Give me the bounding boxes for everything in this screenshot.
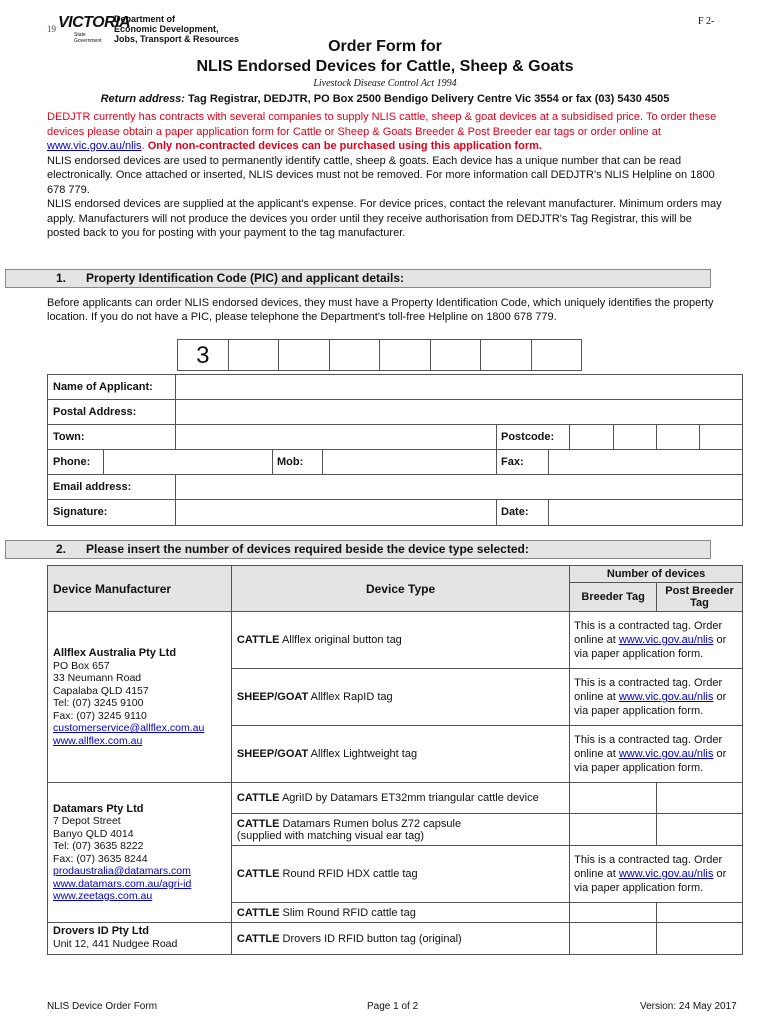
contracted-note: This is a contracted tag. Order online at www.vic.gov.au/nlis or via paper application form. xyxy=(570,726,743,783)
drovers-info: Drovers ID Pty Ltd Unit 12, 441 Nudgee Road xyxy=(48,923,232,955)
pic-cell[interactable] xyxy=(379,339,431,371)
page-title-line2: NLIS Endorsed Devices for Cattle, Sheep & Goats xyxy=(196,58,574,75)
nlis-link[interactable]: www.vic.gov.au/nlis xyxy=(618,868,714,880)
footer-left: NLIS Device Order Form xyxy=(47,1001,158,1012)
datamars-info: Datamars Pty Ltd 7 Depot Street Banyo QLD 4014 Tel: (07) 3635 8222 Fax: (07) 3635 8244 prodaustralia@datamars.com www.datamars.com.au/agri-id www.zeetags.com.au xyxy=(48,783,232,923)
contracted-note: This is a contracted tag. Order online at www.vic.gov.au/nlis or via paper application form. xyxy=(570,612,743,669)
breeder-qty-input[interactable] xyxy=(570,783,657,814)
pic-cell[interactable] xyxy=(278,339,330,371)
breeder-qty-input[interactable] xyxy=(570,923,657,955)
table-row xyxy=(48,923,743,955)
device-type-cell: CATTLE Datamars Rumen bolus Z72 capsule (supplied with matching visual ear tag) xyxy=(231,814,569,846)
applicant-details-table xyxy=(47,374,743,526)
allflex-web-link[interactable]: www.allflex.com.au xyxy=(53,734,143,747)
phone-row[interactable]: Phone: Mob: Fax: xyxy=(48,450,742,475)
page-number: Page 1 of 2 xyxy=(367,1001,419,1012)
table-row xyxy=(48,783,743,814)
signature-row[interactable]: Signature: Date: xyxy=(48,500,742,525)
section1-header: 1. Property Identification Code (PIC) and applicant details: xyxy=(5,269,711,288)
col-post-breeder: Post Breeder Tag xyxy=(657,583,743,612)
datamars-email-link[interactable]: prodaustralia@datamars.com xyxy=(53,865,191,877)
nlis-link[interactable]: www.vic.gov.au/nlis xyxy=(618,748,714,760)
pic-cell[interactable] xyxy=(531,339,583,371)
form-number: F 2- xyxy=(698,16,715,27)
logo-number: 19 xyxy=(47,24,56,34)
col-number: Number of devices xyxy=(570,566,743,583)
datamars-web-link[interactable]: www.datamars.com.au/agri-id xyxy=(53,877,192,890)
nlis-link[interactable]: www.vic.gov.au/nlis xyxy=(618,691,714,703)
post-breeder-qty-input[interactable] xyxy=(657,814,743,846)
pic-cell[interactable] xyxy=(329,339,381,371)
nlis-link[interactable]: www.vic.gov.au/nlis xyxy=(618,634,714,646)
breeder-qty-input[interactable] xyxy=(570,903,657,923)
allflex-info: Allflex Australia Pty Ltd PO Box 657 33 Neumann Road Capalaba QLD 4157 Tel: (07) 3245 9100 Fax: (07) 3245 9110 customerservice@allflex.com.au www.allflex.com.au xyxy=(48,612,232,783)
contracted-note: This is a contracted tag. Order online at www.vic.gov.au/nlis or via paper application form. xyxy=(570,669,743,726)
col-device-type: Device Type xyxy=(231,566,569,612)
post-breeder-qty-input[interactable] xyxy=(657,923,743,955)
device-type-cell: SHEEP/GOAT Allflex Lightweight tag xyxy=(231,726,569,783)
pic-cell[interactable]: 3 xyxy=(177,339,229,371)
pic-cell[interactable] xyxy=(480,339,532,371)
return-address: Return address: Tag Registrar, DEDJTR, PO Box 2500 Bendigo Delivery Centre Vic 3554 or fax (03) 5430 4505 xyxy=(100,93,670,105)
name-row[interactable]: Name of Applicant: xyxy=(48,375,742,400)
device-type-cell: CATTLE Slim Round RFID cattle tag xyxy=(231,903,569,923)
footer-version: Version: 24 May 2017 xyxy=(640,1001,737,1012)
logo-subtext: State Government xyxy=(74,32,102,44)
device-type-cell: CATTLE AgriID by Datamars ET32mm triangular cattle device xyxy=(231,783,569,814)
pic-cell[interactable] xyxy=(228,339,280,371)
postal-row[interactable]: Postal Address: xyxy=(48,400,742,425)
device-type-cell: CATTLE Allflex original button tag xyxy=(231,612,569,669)
table-row xyxy=(48,612,743,669)
act-subtitle: Livestock Disease Control Act 1994 xyxy=(313,78,457,89)
pic-description: Before applicants can order NLIS endorsed devices, they must have a Property Identification Code, which uniquely identifies the property location. If you do not have a PIC, please telephone the Department's toll-free Helpline on 1800 678 779. xyxy=(47,297,714,323)
town-row[interactable]: Town: Postcode: xyxy=(48,425,742,450)
intro-text: DEDJTR currently has contracts with several companies to supply NLIS cattle, sheep & goat devices at a subsidised price. To order these devices please obtain a paper application form for Cattle or Sheep & Goats Breeder & Post Breeder ear tags or order online at www.vic.gov.au/nlis. Only non-contracted devices can be purchased using this application form. NLIS endorsed devices are used to permanently identify cattle, sheep & goats. Each device has a unique number that can be read electronically. Once attached or inserted, NLIS devices must not be removed. For more information call DEDJTR's NLIS Helpline on 1800 678 779. NLIS endorsed devices are supplied at the applicant's expense. For device prices, contact the relevant manufacturer. Minimum orders may apply. Manufacturers will not produce the devices you order until they receive authorisation from DEDJTR's Tag Registrar, this will be posted back to you for posting with your payment to the tag manufacturer. xyxy=(47,111,722,239)
device-type-cell: CATTLE Round RFID HDX cattle tag xyxy=(231,846,569,903)
victoria-logo: VICTORIA xyxy=(58,14,131,31)
page-title-line1: Order Form for xyxy=(328,38,442,55)
device-type-cell: SHEEP/GOAT Allflex RapID tag xyxy=(231,669,569,726)
department-name: Department of Economic Development, Jobs, Transport & Resources xyxy=(114,14,240,44)
pic-cell[interactable] xyxy=(430,339,482,371)
allflex-email-link[interactable]: customerservice@allflex.com.au xyxy=(53,722,205,734)
post-breeder-qty-input[interactable] xyxy=(657,783,743,814)
pic-input-cells[interactable] xyxy=(178,339,582,371)
device-type-cell: CATTLE Drovers ID RFID button tag (original) xyxy=(231,923,569,955)
device-table xyxy=(47,565,743,955)
nlis-link[interactable]: www.vic.gov.au/nlis xyxy=(47,140,142,152)
contracted-note: This is a contracted tag. Order online at www.vic.gov.au/nlis or via paper application form. xyxy=(570,846,743,903)
breeder-qty-input[interactable] xyxy=(570,814,657,846)
zeetags-web-link[interactable]: www.zeetags.com.au xyxy=(53,890,153,902)
col-breeder: Breeder Tag xyxy=(570,583,657,612)
post-breeder-qty-input[interactable] xyxy=(657,903,743,923)
col-manufacturer: Device Manufacturer xyxy=(48,566,232,612)
email-row[interactable]: Email address: xyxy=(48,475,742,500)
section2-header: 2. Please insert the number of devices required beside the device type selected: xyxy=(5,540,711,559)
